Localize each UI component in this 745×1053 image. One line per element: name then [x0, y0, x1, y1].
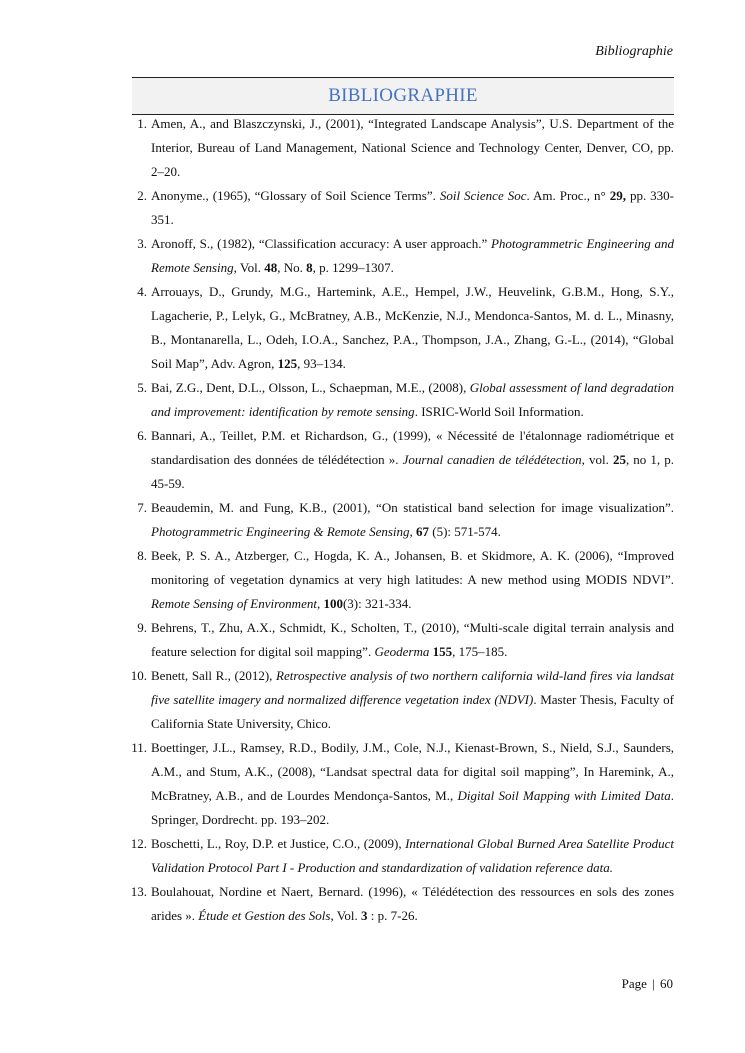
- reference-bold-text: 8: [306, 260, 313, 275]
- reference-text: , Vol.: [233, 260, 265, 275]
- reference-number: 8.: [137, 548, 147, 563]
- reference-text: , vol.: [581, 452, 613, 467]
- reference-number: 12.: [130, 836, 147, 851]
- reference-bold-text: 3: [361, 908, 368, 923]
- reference-italic-text: Digital Soil Mapping with Limited Data: [457, 788, 671, 803]
- reference-item: [120, 376, 674, 424]
- reference-text: . Springer, Dordrecht. pp. 193–202.: [151, 788, 674, 827]
- reference-bold-text: 125: [277, 356, 298, 371]
- reference-number: 10.: [130, 668, 147, 683]
- reference-text: (3): 321-334.: [342, 596, 412, 611]
- reference-bold-text: 29,: [609, 188, 626, 203]
- reference-text: Beaudemin, M. and Fung, K.B., (2001), “On statistical band selection for image visualization”.: [151, 500, 674, 515]
- reference-text: : p. 7-26.: [367, 908, 418, 923]
- reference-italic-text: Global assessment of land degradation and improvement: identification by remote sensing: [151, 380, 674, 419]
- reference-text: Benett, Sall R., (2012),: [151, 668, 277, 683]
- reference-item: [120, 616, 674, 664]
- reference-text: , Vol.: [330, 908, 362, 923]
- reference-italic-text: Soil Science Soc: [439, 188, 527, 203]
- reference-bold-text: 48: [264, 260, 278, 275]
- reference-number: 4.: [137, 284, 147, 299]
- reference-item: [120, 184, 674, 232]
- reference-text: Beek, P. S. A., Atzberger, C., Hogda, K. A., Johansen, B. et Skidmore, A. K. (2006), “Improved monitoring of vegetation dynamics at very high latitudes: A new method using MODIS NDVI”.: [151, 548, 674, 587]
- reference-number: 6.: [137, 428, 147, 443]
- reference-text: Arrouays, D., Grundy, M.G., Hartemink, A.E., Hempel, J.W., Heuvelink, G.B.M., Hong, S.Y., Lagacherie, P., Lelyk, G., McBratney, A.B., McKenzie, N.J., Mendonca-Santos, M. d. L., Minasny, B., Montanarella, L., Odeh, I.O.A., Sanchez, P.A., Thompson, J.A., Zhang, G.-L., (2014), “Global Soil Map”, Adv. Agron,: [151, 284, 674, 371]
- reference-text: , 175–185.: [452, 644, 508, 659]
- reference-item: [120, 232, 674, 280]
- reference-bold-text: 100: [323, 596, 343, 611]
- reference-text: , no 1, p. 45-59.: [151, 452, 674, 491]
- reference-item: [120, 880, 674, 928]
- reference-text: pp. 330-351.: [151, 188, 675, 227]
- reference-text: , No.: [277, 260, 307, 275]
- page-label: Page: [621, 976, 647, 991]
- reference-number: 3.: [137, 236, 147, 251]
- reference-item: [120, 664, 674, 736]
- reference-number: 2.: [137, 188, 147, 203]
- reference-italic-text: Geoderma: [374, 644, 430, 659]
- reference-text: Behrens, T., Zhu, A.X., Schmidt, K., Scholten, T., (2010), “Multi-scale digital terrain analysis and feature selection for digital soil mapping”.: [151, 620, 674, 659]
- reference-text: (5): 571-574.: [429, 524, 501, 539]
- reference-item: [120, 832, 674, 880]
- reference-number: 13.: [130, 884, 147, 899]
- reference-italic-text: Journal canadien de télédétection: [402, 452, 582, 467]
- reference-text: . Am. Proc., n°: [526, 188, 610, 203]
- reference-bold-text: 67: [416, 524, 430, 539]
- section-title-box: [132, 77, 674, 115]
- reference-text: ,: [316, 596, 324, 611]
- reference-text: Boschetti, L., Roy, D.P. et Justice, C.O., (2009),: [151, 836, 406, 851]
- reference-number: 1.: [137, 116, 147, 131]
- page-footer: [622, 976, 673, 992]
- reference-text: ,: [409, 524, 417, 539]
- reference-item: [120, 280, 674, 376]
- reference-bold-text: 25: [612, 452, 626, 467]
- reference-number: 9.: [137, 620, 147, 635]
- reference-text: Boettinger, J.L., Ramsey, R.D., Bodily, J.M., Cole, N.J., Kienast-Brown, S., Nield, S.J., Saunders, A.M., and Stum, A.K., (2008), “Landsat spectral data for digital soil mapping”, In Haremink, A., McBratney, A.B., and de Lourdes Mendonça-Santos, M.,: [151, 740, 674, 803]
- reference-item: [120, 424, 674, 496]
- reference-number: 5.: [137, 380, 147, 395]
- running-header: Bibliographie: [595, 44, 673, 59]
- reference-italic-text: Retrospective analysis of two northern california wild-land fires via landsat five satellite imagery and normalized difference vegetation index (NDVI): [151, 668, 674, 707]
- reference-bold-text: 155: [432, 644, 453, 659]
- reference-item: [120, 736, 674, 832]
- reference-text: . Master Thesis, Faculty of California State University, Chico.: [151, 692, 674, 731]
- reference-italic-text: Photogrammetric Engineering & Remote Sensing: [151, 524, 410, 539]
- reference-italic-text: Photogrammetric Engineering and Remote Sensing: [151, 236, 674, 275]
- reference-item: [120, 544, 674, 616]
- reference-text: Amen, A., and Blaszczynski, J., (2001), “Integrated Landscape Analysis”, U.S. Department of the Interior, Bureau of Land Management, National Science and Technology Center, Denver, CO, pp. 2–20.: [151, 116, 674, 179]
- reference-italic-text: Remote Sensing of Environment: [151, 596, 317, 611]
- page-separator: |: [652, 976, 655, 991]
- reference-list: [120, 112, 674, 928]
- reference-text: , p. 1299–1307.: [312, 260, 394, 275]
- section-title: BIBLIOGRAPHIE: [328, 85, 478, 106]
- reference-text: Anonyme., (1965), “Glossary of Soil Science Terms”.: [151, 188, 440, 203]
- reference-text: Bannari, A., Teillet, P.M. et Richardson, G., (1999), « Nécessité de l'étalonnage radiométrique et standardisation des données de télédétection ».: [151, 428, 674, 467]
- reference-number: 7.: [137, 500, 147, 515]
- reference-italic-text: International Global Burned Area Satellite Product Validation Protocol Part I - Production and standardization of validation reference data.: [151, 836, 675, 875]
- reference-item: [120, 496, 674, 544]
- reference-text: , 93–134.: [297, 356, 346, 371]
- reference-number: 11.: [131, 740, 147, 755]
- page-number: 60: [660, 976, 673, 991]
- reference-italic-text: Étude et Gestion des Sols: [198, 908, 331, 923]
- reference-item: [120, 112, 674, 184]
- reference-text: . ISRIC-World Soil Information.: [414, 404, 584, 419]
- reference-text: Aronoff, S., (1982), “Classification accuracy: A user approach.”: [151, 236, 491, 251]
- reference-text: Bai, Z.G., Dent, D.L., Olsson, L., Schaepman, M.E., (2008),: [151, 380, 470, 395]
- reference-text: Boulahouat, Nordine et Naert, Bernard. (1996), « Télédétection des ressources en sols des zones arides ».: [151, 884, 674, 923]
